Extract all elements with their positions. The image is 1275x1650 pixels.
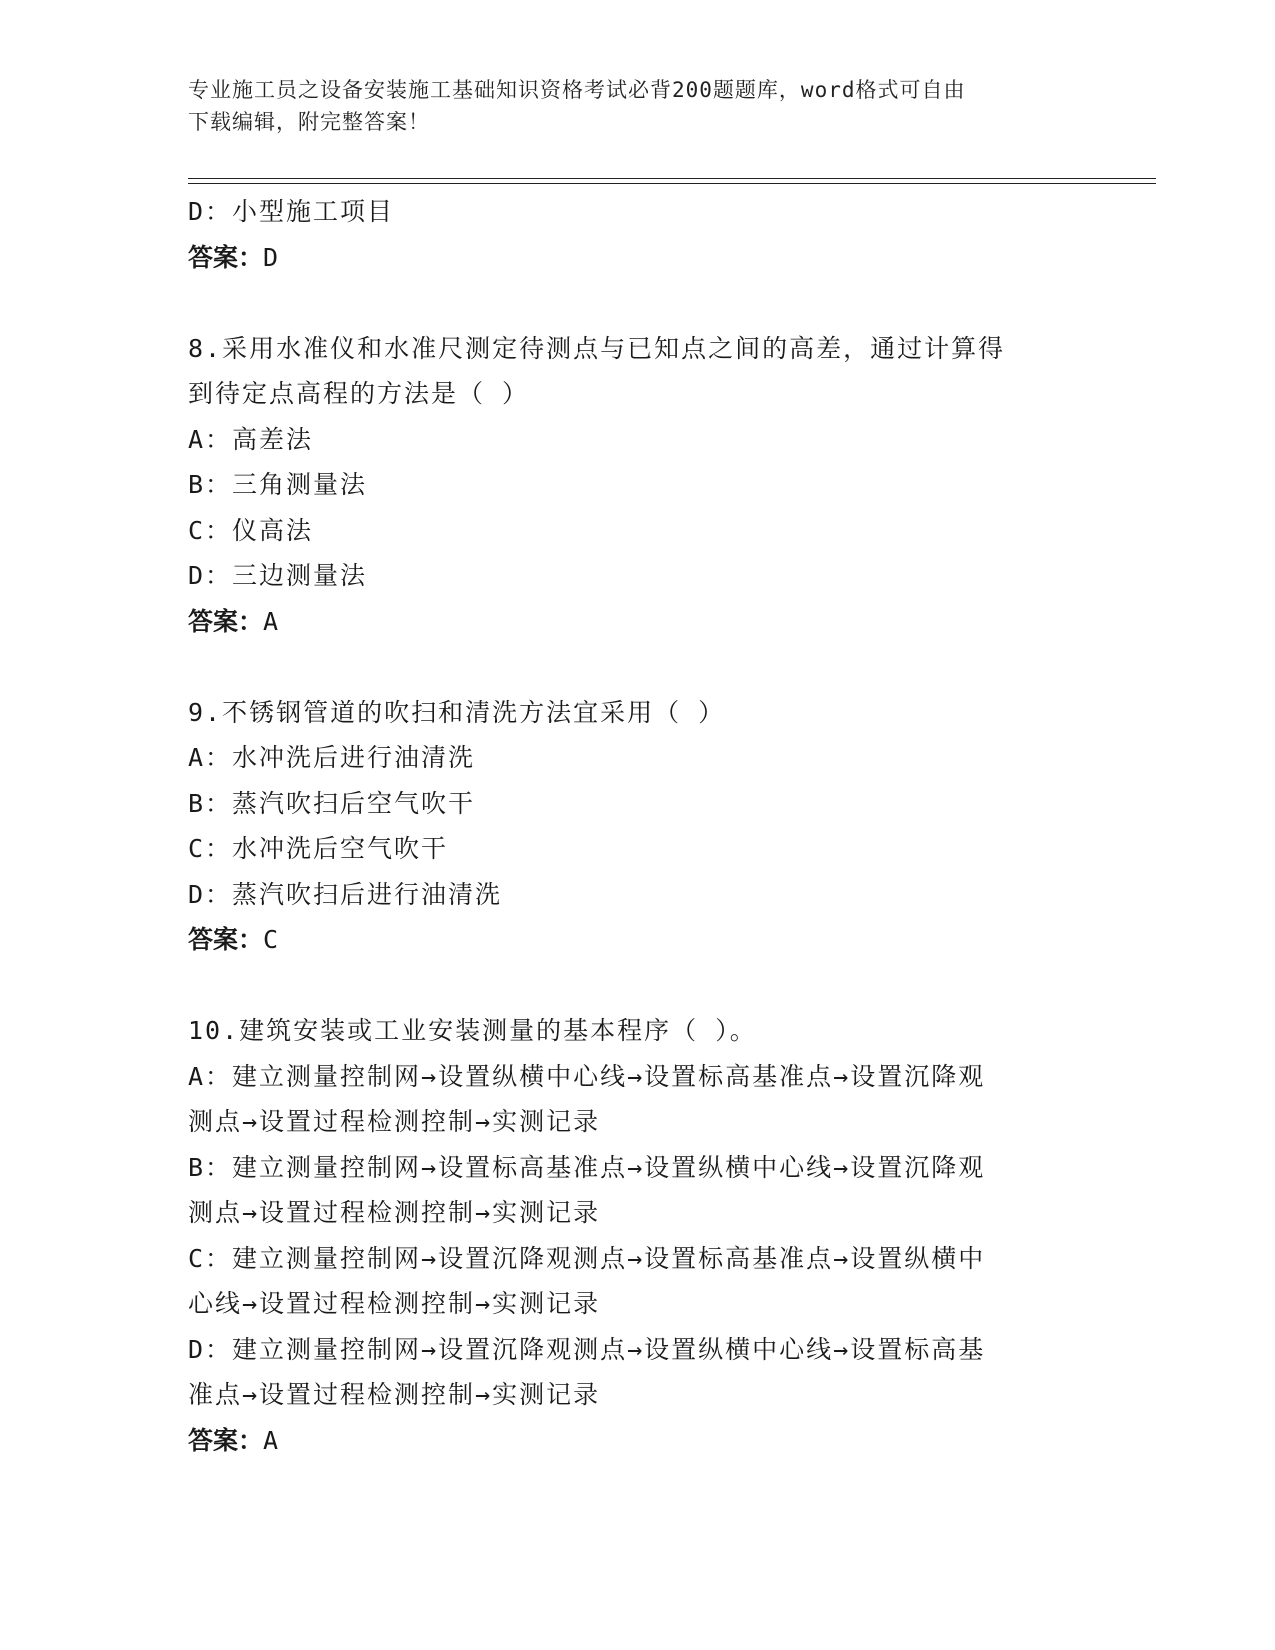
question-option-a-line-2: 测点→设置过程检测控制→实测记录 (188, 1107, 601, 1136)
spacer (188, 963, 1078, 1009)
answer-label: 答案： (188, 1425, 264, 1455)
question-option-c: C：仪高法 (188, 515, 314, 545)
question-10 (188, 1008, 1078, 1463)
header-line-1: 专业施工员之设备安装施工基础知识资格考试必背200题题库，word格式可自由 (188, 78, 966, 102)
answer-value: C (263, 925, 281, 954)
prev-question-answer (188, 235, 1078, 281)
question-option-c: C：水冲洗后空气吹干 (188, 834, 449, 863)
answer-label: 答案： (188, 925, 264, 954)
answer-value: A (263, 1425, 281, 1455)
question-option-b: B：三角测量法 (188, 470, 368, 499)
question-stem-line-1: 8.采用水准仪和水准尺测定待测点与已知点之间的高差，通过计算得 (188, 333, 1006, 363)
question-option-c-line-1: C：建立测量控制网→设置沉降观测点→设置标高基准点→设置纵横中 (188, 1243, 986, 1273)
question-option-b-line-1: B：建立测量控制网→设置标高基准点→设置纵横中心线→设置沉降观 (188, 1152, 986, 1182)
question-option-b: B：蒸汽吹扫后空气吹干 (188, 788, 476, 818)
answer-value: A (263, 606, 281, 636)
document-header (188, 74, 1068, 138)
header-line-2: 下载编辑，附完整答案！ (188, 110, 430, 134)
question-option-b-line-2: 测点→设置过程检测控制→实测记录 (188, 1198, 601, 1227)
spacer (188, 280, 1078, 326)
question-stem-line-1: 9.不锈钢管道的吹扫和清洗方法宜采用（ ） (188, 697, 726, 727)
question-stem-line-2: 到待定点高程的方法是（ ） (188, 379, 530, 408)
question-option-a: A：高差法 (188, 424, 314, 454)
spacer (188, 644, 1078, 690)
question-answer (188, 917, 1078, 963)
document-body (188, 189, 1078, 1463)
question-option-d: D：蒸汽吹扫后进行油清洗 (188, 879, 503, 909)
answer-value: D (263, 242, 281, 272)
question-option-d-line-2: 准点→设置过程检测控制→实测记录 (188, 1380, 601, 1409)
answer-label: 答案： (188, 606, 264, 636)
answer-label: 答案： (188, 242, 264, 272)
question-option-a: A：水冲洗后进行油清洗 (188, 743, 476, 772)
question-option-d-line-1: D：建立测量控制网→设置沉降观测点→设置纵横中心线→设置标高基 (188, 1334, 986, 1364)
question-9 (188, 690, 1078, 963)
question-option-c-line-2: 心线→设置过程检测控制→实测记录 (188, 1289, 601, 1318)
header-divider-top (188, 178, 1156, 179)
question-stem-line-1: 10.建筑安装或工业安装测量的基本程序（ ）。 (188, 1016, 757, 1045)
question-option-d: D：三边测量法 (188, 561, 368, 590)
question-option-a-line-1: A：建立测量控制网→设置纵横中心线→设置标高基准点→设置沉降观 (188, 1061, 986, 1091)
header-divider-bottom (188, 183, 1156, 184)
prev-question-option-d: D：小型施工项目 (188, 197, 395, 226)
question-answer (188, 1418, 1078, 1464)
question-8 (188, 326, 1078, 645)
question-answer (188, 599, 1078, 645)
